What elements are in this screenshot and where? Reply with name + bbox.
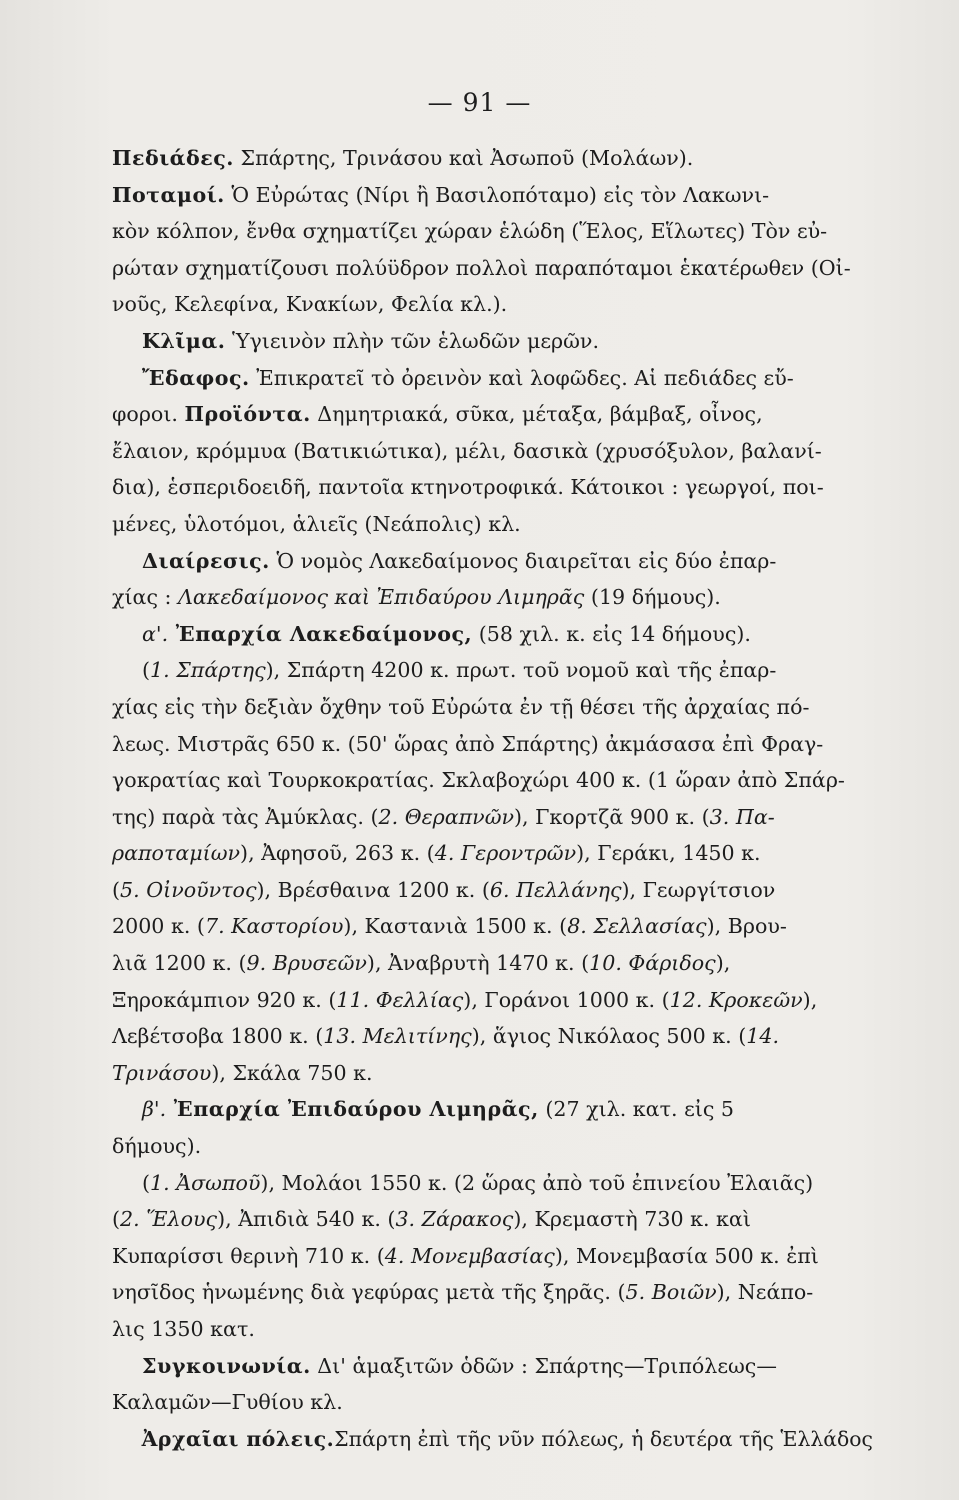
line-text: ), Σκάλα 750 κ. <box>211 1060 373 1085</box>
italic-text: 10. Φάριδος <box>589 951 716 976</box>
italic-text: 14. <box>746 1024 780 1049</box>
line-text: ), <box>715 951 731 976</box>
section-heading: Διαίρεσις. <box>142 548 270 573</box>
italic-text: ραποταμίων <box>112 841 241 866</box>
line-text: Κυπαρίσσι θερινὴ 710 κ. ( <box>112 1243 385 1268</box>
line-text: ), Νεάπο- <box>716 1280 814 1305</box>
text-line <box>112 140 880 177</box>
line-text: ρώταν σχηματίζουσι πολύϋδρον πολλοὶ παραπόταμοι ἑκατέρωθεν (Οἰ- <box>112 255 851 280</box>
text-line <box>112 360 880 397</box>
line-text: 2000 κ. ( <box>112 914 205 939</box>
line-text: ), Μολάοι 1550 κ. (2 ὥρας ἀπὸ τοῦ ἐπινείου Ἐλαιᾶς) <box>260 1170 814 1195</box>
text-line <box>112 982 880 1019</box>
text-line <box>112 579 880 616</box>
section-heading: Ἀρχαῖαι πόλεις. <box>141 1426 335 1451</box>
section-heading: Ἐπαρχία Ἐπιδαύρου Λιμηρᾶς, <box>166 1097 539 1122</box>
italic-text: 2. Ἕλους <box>120 1207 218 1232</box>
italic-text: 4. Γεροντρῶν <box>434 841 577 866</box>
italic-text: 13. Μελιτίνης <box>323 1024 472 1049</box>
line-text: ), Βρου- <box>706 914 787 939</box>
section-heading: Προϊόντα. <box>184 402 311 427</box>
italic-text: β'. <box>142 1097 167 1122</box>
italic-text: Τρινάσου <box>112 1060 212 1085</box>
italic-text: 5. Βοιῶν <box>625 1280 717 1305</box>
italic-text: 11. Φελλίας <box>336 987 464 1012</box>
line-text: χίας εἰς τὴν δεξιὰν ὄχθην τοῦ Εὐρώτα ἐν τῇ θέσει τῆς ἀρχαίας πό- <box>112 694 810 719</box>
text-line <box>112 652 880 689</box>
line-text: δια), ἑσπεριδοειδῆ, παντοῖα κτηνοτροφικά. Κάτοικοι : γεωργοί, ποι- <box>112 475 824 500</box>
text-line <box>112 286 880 323</box>
line-text: ), Ἀναβρυτὴ 1470 κ. ( <box>366 951 590 976</box>
italic-text: 4. Μονεμβασίας <box>384 1243 555 1268</box>
text-line <box>112 250 880 287</box>
italic-text: 3. Πα- <box>709 804 775 829</box>
italic-text: 2. Θεραπνῶν <box>378 804 515 829</box>
text-line <box>112 1055 880 1092</box>
line-text: (58 χιλ. κ. εἰς 14 δήμους). <box>472 621 751 646</box>
section-heading: Πεδιάδες. <box>112 146 234 170</box>
line-text: ( <box>112 1207 121 1232</box>
text-line <box>112 1128 880 1165</box>
line-text: δήμους). <box>112 1134 202 1159</box>
line-text: κὸν κόλπον, ἔνθα σχηματίζει χώραν ἑλώδη (Ἕλος, Εἵλωτες) Τὸν εὐ- <box>112 219 828 244</box>
text-line <box>112 1018 880 1055</box>
italic-text: Λακεδαίμονος καὶ Ἐπιδαύρου Λιμηρᾶς <box>178 585 585 610</box>
line-text: φοροι. <box>112 402 185 427</box>
line-text: ), Γεράκι, 1450 κ. <box>576 841 761 866</box>
line-text: (19 δήμους). <box>584 585 721 610</box>
text-line <box>112 1311 880 1348</box>
text-line <box>112 726 880 763</box>
line-text: ( <box>112 877 121 902</box>
line-text: ), Ἀπιδιὰ 540 κ. ( <box>217 1207 396 1232</box>
line-text: Δι' ἁμαξιτῶν ὁδῶν : Σπάρτης—Τριπόλεως— <box>310 1353 777 1378</box>
line-text: Ὁ νομὸς Λακεδαίμονος διαιρεῖται εἰς δύο ἐπαρ- <box>269 548 777 573</box>
text-line <box>112 616 880 653</box>
text-line <box>112 213 880 250</box>
text-line <box>112 689 880 726</box>
line-text: ), <box>802 987 818 1012</box>
line-text: ), Βρέσθαινα 1200 κ. ( <box>256 877 490 902</box>
italic-text: 1. Ἀσωποῦ <box>150 1170 261 1195</box>
line-text: Ὁ Εὐρώτας (Νίρι ἢ Βασιλοπόταμο) εἰς τὸν Λακωνι- <box>224 182 770 207</box>
text-line <box>112 396 880 433</box>
line-text: ), Ἀφησοῦ, 263 κ. ( <box>240 841 435 866</box>
italic-text: 3. Ζάρακος <box>395 1207 514 1232</box>
italic-text: 7. Καστορίου <box>204 914 344 939</box>
page-number: — 91 — <box>427 88 532 117</box>
line-text: Ὑγιεινὸν πλὴν τῶν ἑλωδῶν μερῶν. <box>225 328 599 353</box>
section-heading: Ἔδαφος. <box>142 365 250 390</box>
line-text: (27 χιλ. κατ. εἰς 5 <box>538 1097 734 1122</box>
line-text: γοκρατίας καὶ Τουρκοκρατίας. Σκλαβοχώρι 400 κ. (1 ὥραν ἀπὸ Σπάρ- <box>112 768 845 793</box>
body-text <box>112 140 880 1457</box>
italic-text: 8. Σελλασίας <box>567 914 707 939</box>
line-text: της) παρὰ τὰς Ἀμύκλας. ( <box>112 804 379 829</box>
text-line <box>112 1238 880 1275</box>
line-text: ), Μονεμβασία 500 κ. ἐπὶ <box>554 1243 819 1268</box>
line-text: Καλαμῶν—Γυθίου κλ. <box>112 1390 343 1415</box>
line-text: ἔλαιον, κρόμμυα (Βατικιώτικα), μέλι, δασικὰ (χρυσόξυλον, βαλανί- <box>112 438 822 463</box>
text-line <box>112 1091 880 1128</box>
line-text: ), Σπάρτη 4200 κ. πρωτ. τοῦ νομοῦ καὶ τῆς ἐπαρ- <box>265 658 777 683</box>
line-text: ), Γκορτζᾶ 900 κ. ( <box>514 804 710 829</box>
section-heading: Ἐπαρχία Λακεδαίμονος, <box>168 621 473 646</box>
text-line <box>112 543 880 580</box>
text-line <box>112 433 880 470</box>
line-text: νησῖδος ἡνωμένης διὰ γεφύρας μετὰ τῆς ξηρᾶς. ( <box>112 1280 626 1305</box>
section-heading: Ποταμοί. <box>112 182 225 207</box>
section-heading: Κλῖμα. <box>142 328 226 353</box>
line-text: ), ἅγιος Νικόλαος 500 κ. ( <box>471 1024 747 1049</box>
text-line <box>112 872 880 909</box>
italic-text: 1. Σπάρτης <box>150 658 266 683</box>
line-text: ), Γεωργίτσιον <box>621 877 776 902</box>
text-line <box>112 945 880 982</box>
text-line <box>112 1165 880 1202</box>
line-text: ( <box>142 658 151 683</box>
italic-text: 5. Οἰνοῦντος <box>120 877 257 902</box>
text-line <box>112 1201 880 1238</box>
italic-text: 6. Πελλάνης <box>489 877 622 902</box>
text-line <box>112 1421 871 1458</box>
line-text: ), Καστανιὰ 1500 κ. ( <box>343 914 568 939</box>
line-text: Ξηροκάμπιον 920 κ. ( <box>112 987 337 1012</box>
text-line <box>112 799 880 836</box>
text-line <box>112 908 880 945</box>
line-text: Σπάρτη ἐπὶ τῆς νῦν πόλεως, ἡ δευτέρα τῆς Ἑλλάδος <box>334 1426 873 1451</box>
text-line <box>112 1384 880 1421</box>
text-line <box>112 762 880 799</box>
text-line <box>112 177 880 214</box>
line-text: λεως. Μιστρᾶς 650 κ. (50' ὥρας ἀπὸ Σπάρτης) ἀκμάσασα ἐπὶ Φραγ- <box>112 731 824 756</box>
line-text: Σπάρτης, Τρινάσου καὶ Ἀσωποῦ (Μολάων). <box>233 146 694 170</box>
line-text: Δημητριακά, σῦκα, μέταξα, βάμβαξ, οἶνος, <box>310 402 763 427</box>
line-text: ( <box>142 1170 151 1195</box>
line-text: Λεβέτσοβα 1800 κ. ( <box>112 1024 324 1049</box>
text-line <box>112 1348 880 1385</box>
text-line <box>112 835 880 872</box>
line-text: χίας : <box>112 585 179 610</box>
italic-text: α'. <box>142 621 169 646</box>
italic-text: 12. Κροκεῶν <box>669 987 803 1012</box>
line-text: λις 1350 κατ. <box>112 1317 255 1341</box>
text-line <box>112 469 880 506</box>
line-text: ), Κρεμαστὴ 730 κ. καὶ <box>513 1207 751 1232</box>
line-text: Ἐπικρατεῖ τὸ ὀρεινὸν καὶ λοφῶδες. Αἱ πεδιάδες εὔ- <box>249 365 794 390</box>
italic-text: 9. Βρυσεῶν <box>246 951 367 976</box>
text-line <box>112 506 880 543</box>
section-heading: Συγκοινωνία. <box>142 1353 311 1378</box>
text-line <box>112 323 880 360</box>
line-text: λιᾶ 1200 κ. ( <box>112 951 247 976</box>
line-text: μένες, ὑλοτόμοι, ἁλιεῖς (Νεάπολις) κλ. <box>112 511 521 536</box>
line-text: ), Γοράνοι 1000 κ. ( <box>463 987 670 1012</box>
text-line <box>112 1274 880 1311</box>
line-text: νοῦς, Κελεφίνα, Κνακίων, Φελία κλ.). <box>112 292 508 317</box>
